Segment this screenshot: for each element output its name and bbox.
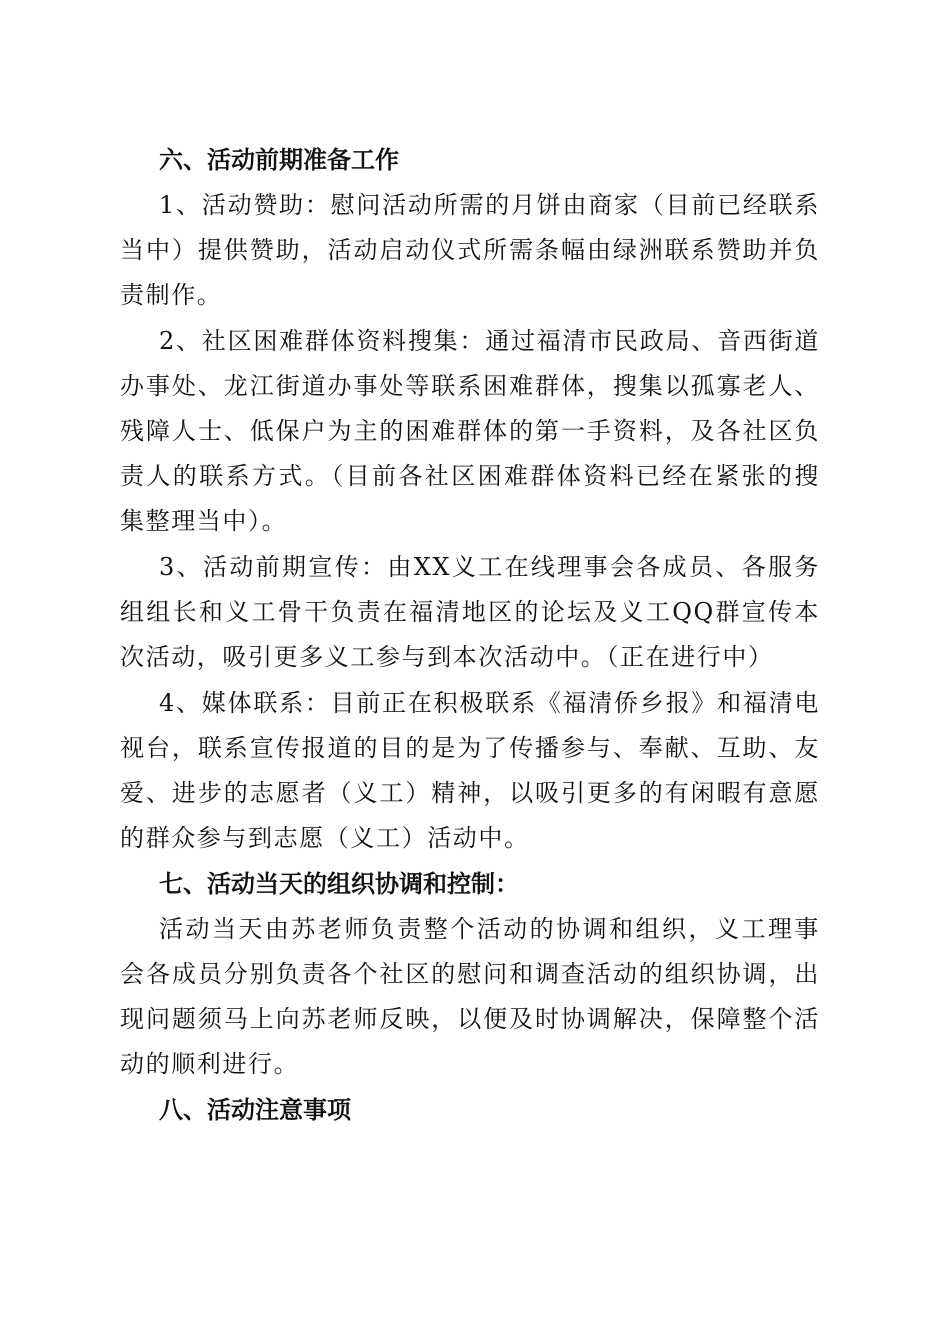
section-six-paragraph-3: 3、活动前期宣传：由XX义工在线理事会各成员、各服务组组长和义工骨干负责在福清地区的论坛及义工QQ群宣传本次活动，吸引更多义工参与到本次活动中。（正在进行中） [120, 553, 820, 671]
section-seven-paragraph-1: 活动当天由苏老师负责整个活动的协调和组织，义工理事会各成员分别负责各个社区的慰问和调查活动的组织协调，出现问题须马上向苏老师反映，以便及时协调解决，保障整个活动的顺利进行。 [120, 915, 820, 1078]
section-eight-heading: 八、活动注意事项 [159, 1096, 351, 1124]
section-six-paragraph-1: 1、活动赞助：慰问活动所需的月饼由商家（目前已经联系当中）提供赞助，活动启动仪式所需条幅由绿洲联系赞助并负责制作。 [120, 191, 820, 309]
section-six-heading: 六、活动前期准备工作 [159, 146, 399, 174]
document-page [120, 138, 820, 1133]
section-six-paragraph-4: 4、媒体联系：目前正在积极联系《福清侨乡报》和福清电视台，联系宣传报道的目的是为了传播参与、奉献、互助、友爱、进步的志愿者（义工）精神，以吸引更多的有闲暇有意愿的群众参与到志愿（义工）活动中。 [120, 689, 820, 852]
section-six-paragraph-2: 2、社区困难群体资料搜集：通过福清市民政局、音西街道办事处、龙江街道办事处等联系困难群体，搜集以孤寡老人、残障人士、低保户为主的困难群体的第一手资料，及各社区负责人的联系方式。（目前各社区困难群体资料已经在紧张的搜集整理当中）。 [120, 327, 820, 535]
section-seven-heading: 七、活动当天的组织协调和控制： [159, 870, 519, 898]
